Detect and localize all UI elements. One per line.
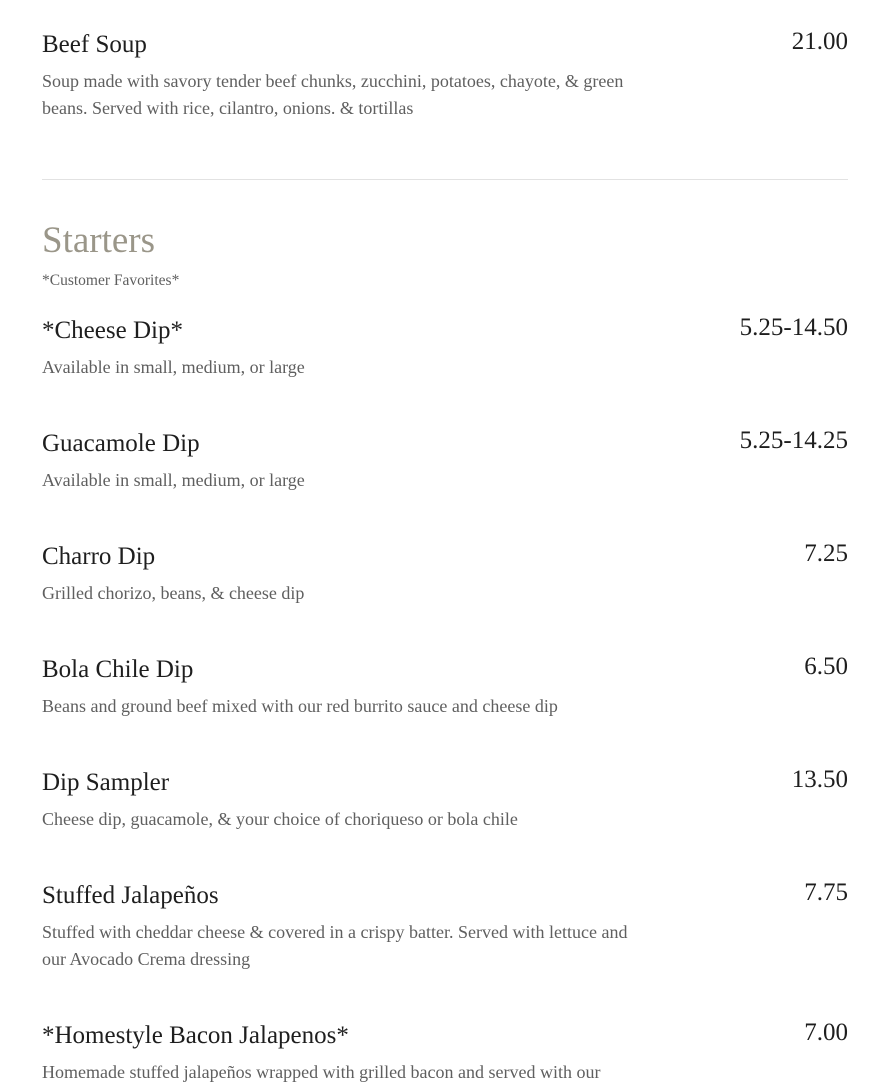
menu-item-description: Stuffed with cheddar cheese & covered in a crispy batter. Served with lettuce and our Avocado Crema dressing <box>42 922 628 969</box>
section-divider <box>42 179 848 180</box>
menu-item-name: *Cheese Dip* <box>42 317 183 344</box>
menu-item-description: Available in small, medium, or large <box>42 470 305 490</box>
menu-item-price: 6.50 <box>804 653 848 680</box>
menu-item-price: 7.00 <box>804 1019 848 1046</box>
menu-item-description: Available in small, medium, or large <box>42 357 305 377</box>
menu-item-name: Stuffed Jalapeños <box>42 882 219 909</box>
section-title: Starters <box>42 220 156 261</box>
menu-item-description: Grilled chorizo, beans, & cheese dip <box>42 583 305 603</box>
menu-item-price: 13.50 <box>791 766 848 793</box>
section-note: *Customer Favorites* <box>42 272 180 289</box>
menu-item-price: 7.25 <box>804 540 848 567</box>
menu-item-description: Homemade stuffed jalapeños wrapped with grilled bacon and served with our <box>42 1062 601 1082</box>
menu-item-name: *Homestyle Bacon Jalapenos* <box>42 1022 349 1049</box>
menu-item-price: 5.25-14.50 <box>739 314 848 341</box>
menu-item-name: Beef Soup <box>42 31 147 58</box>
menu-item-price: 7.75 <box>804 879 848 906</box>
menu-item-description: Cheese dip, guacamole, & your choice of choriqueso or bola chile <box>42 809 518 829</box>
menu-item-name: Dip Sampler <box>42 769 170 796</box>
menu-item-price: 21.00 <box>791 28 848 55</box>
menu-item-price: 5.25-14.25 <box>739 427 848 454</box>
menu-item-name: Charro Dip <box>42 543 156 570</box>
menu-item-name: Bola Chile Dip <box>42 656 194 683</box>
menu-item-description: Beans and ground beef mixed with our red burrito sauce and cheese dip <box>42 696 558 716</box>
menu-item-description: Soup made with savory tender beef chunks, zucchini, potatoes, chayote, & green beans. Served with rice, cilantro, onions. & tortillas <box>42 71 624 118</box>
menu-item-name: Guacamole Dip <box>42 430 200 457</box>
